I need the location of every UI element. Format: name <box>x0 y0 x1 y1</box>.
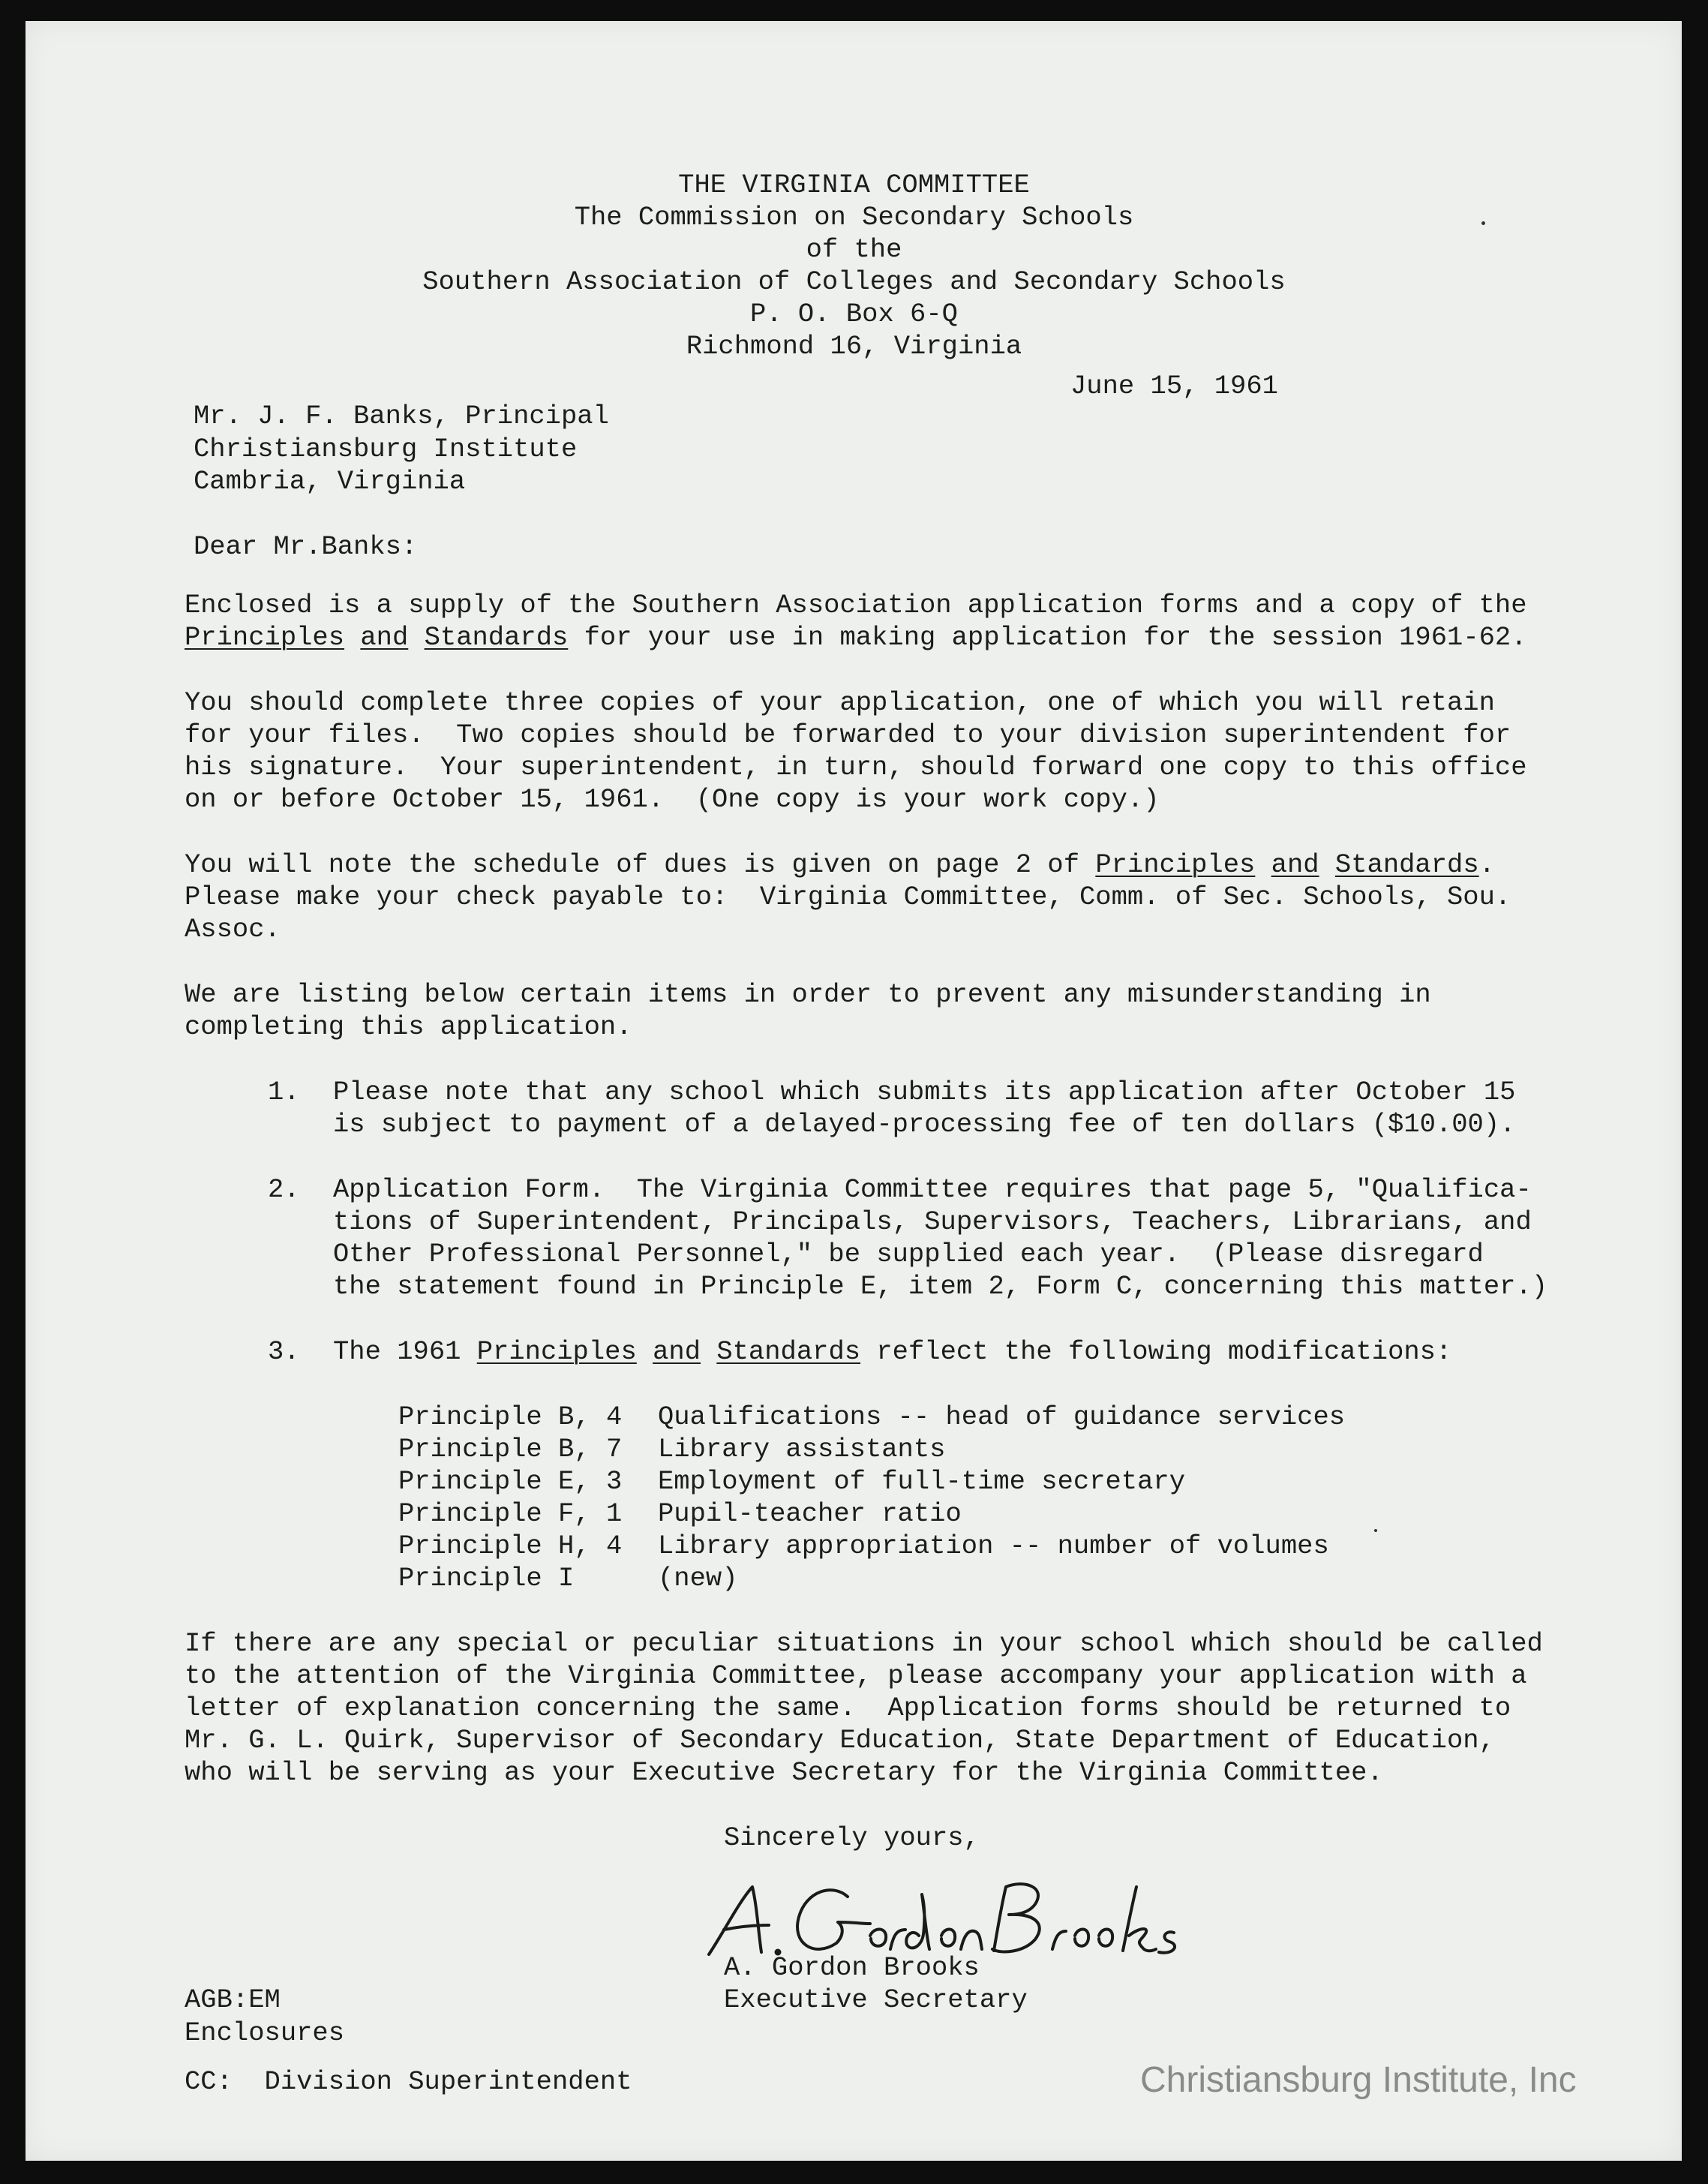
item-2-line: Other Professional Personnel," be supplied each year. (Please disregard <box>333 1239 1484 1269</box>
letter-date: June 15, 1961 <box>1070 371 1278 401</box>
title-standards: Standards <box>1334 849 1479 880</box>
item-1-line: is subject to payment of a delayed-processing fee of ten dollars ($10.00). <box>333 1109 1516 1140</box>
modification-description: Qualifications -- head of guidance services <box>658 1401 1346 1432</box>
title-and: and <box>360 622 409 653</box>
item-2-number: 2. <box>268 1174 300 1205</box>
paragraph-3-post: . <box>1478 849 1495 880</box>
paragraph-1-rest: for your use in making application for the session 1961-62. <box>568 622 1527 653</box>
paragraph-5-line: who will be serving as your Executive Secretary for the Virginia Committee. <box>185 1757 1383 1788</box>
modification-principle: Principle B, 7 <box>398 1434 623 1465</box>
item-3-post: reflect the following modifications: <box>860 1336 1452 1367</box>
recipient-name: Mr. J. F. Banks, Principal <box>194 401 609 431</box>
item-2-line: tions of Superintendent, Principals, Supervisors, Teachers, Librarians, and <box>333 1206 1532 1237</box>
title-standards: Standards <box>716 1336 861 1367</box>
item-1-line: Please note that any school which submits its application after October 15 <box>333 1077 1516 1107</box>
enclosures-note: Enclosures <box>185 2017 345 2048</box>
paragraph-3-pre: You will note the schedule of dues is given on page 2 of <box>185 849 1096 880</box>
paragraph-3-line: Assoc. <box>185 914 281 945</box>
modification-description: Library assistants <box>658 1434 946 1465</box>
item-3-line <box>333 1335 1451 1368</box>
item-3-number: 3. <box>268 1336 300 1367</box>
paper-speck <box>1374 1529 1377 1532</box>
letterhead-of-the: of the <box>806 234 902 265</box>
modification-description: Library appropriation -- number of volumes <box>658 1531 1329 1561</box>
paragraph-3-line <box>185 849 1495 881</box>
title-principles: Principles <box>476 1336 637 1367</box>
letterhead-association: Southern Association of Colleges and Secondary Schools <box>422 266 1286 297</box>
paragraph-1-line <box>185 621 1527 653</box>
item-2-line: Application Form. The Virginia Committee requires that page 5, "Qualifica- <box>333 1174 1532 1205</box>
modification-principle: Principle I <box>398 1563 575 1594</box>
paragraph-2-line: on or before October 15, 1961. (One copy is your work copy.) <box>185 784 1160 815</box>
salutation: Dear Mr.Banks: <box>194 531 418 562</box>
signatory-name: A. Gordon Brooks <box>724 1952 980 1983</box>
paragraph-4-line: We are listing below certain items in order to prevent any misunderstanding in <box>185 979 1431 1010</box>
paragraph-4-line: completing this application. <box>185 1011 632 1042</box>
recipient-school: Christiansburg Institute <box>194 434 578 464</box>
letterhead-org: THE VIRGINIA COMMITTEE <box>678 170 1030 200</box>
paragraph-2-line: You should complete three copies of your application, one of which you will retain <box>185 687 1495 718</box>
paragraph-5-line: letter of explanation concerning the same. Application forms should be returned to <box>185 1693 1511 1723</box>
title-standards: Standards <box>424 622 569 653</box>
letterhead-city: Richmond 16, Virginia <box>686 331 1022 362</box>
paragraph-2-line: his signature. Your superintendent, in turn, should forward one copy to this office <box>185 752 1527 783</box>
modification-description: (new) <box>658 1563 738 1594</box>
paper-speck <box>1481 221 1485 225</box>
modification-description: Pupil-teacher ratio <box>658 1498 962 1529</box>
title-principles: Principles <box>1095 849 1256 880</box>
item-3-pre: The 1961 <box>333 1336 477 1367</box>
signatory-title: Executive Secretary <box>724 1984 1028 2015</box>
paragraph-2-line: for your files. Two copies should be forwarded to your division superintendent for <box>185 719 1511 750</box>
paragraph-3-line: Please make your check payable to: Virginia Committee, Comm. of Sec. Schools, Sou. <box>185 882 1511 912</box>
modification-principle: Principle B, 4 <box>398 1401 623 1432</box>
paragraph-5-line: If there are any special or peculiar situations in your school which should be called <box>185 1628 1543 1659</box>
letterhead-po-box: P. O. Box 6-Q <box>750 299 958 329</box>
item-1-number: 1. <box>268 1077 300 1107</box>
complimentary-close: Sincerely yours, <box>724 1822 980 1853</box>
modification-principle: Principle H, 4 <box>398 1531 623 1561</box>
title-and: and <box>653 1336 701 1367</box>
title-and: and <box>1271 849 1319 880</box>
carbon-copy-note: CC: Division Superintendent <box>185 2066 632 2097</box>
reference-initials: AGB:EM <box>185 1984 281 2015</box>
modification-description: Employment of full-time secretary <box>658 1466 1186 1497</box>
modification-principle: Principle E, 3 <box>398 1466 623 1497</box>
paragraph-5-line: Mr. G. L. Quirk, Supervisor of Secondary Education, State Department of Education, <box>185 1725 1495 1756</box>
recipient-city: Cambria, Virginia <box>194 466 466 497</box>
item-2-line: the statement found in Principle E, item 2, Form C, concerning this matter.) <box>333 1271 1548 1302</box>
title-principles: Principles <box>185 622 345 653</box>
modification-principle: Principle F, 1 <box>398 1498 623 1529</box>
paragraph-5-line: to the attention of the Virginia Committee, please accompany your application with a <box>185 1660 1527 1691</box>
watermark: Christiansburg Institute, Inc <box>1140 2060 1577 2100</box>
letterhead-commission: The Commission on Secondary Schools <box>574 202 1134 233</box>
paragraph-1-line: Enclosed is a supply of the Southern Association application forms and a copy of the <box>185 590 1527 620</box>
